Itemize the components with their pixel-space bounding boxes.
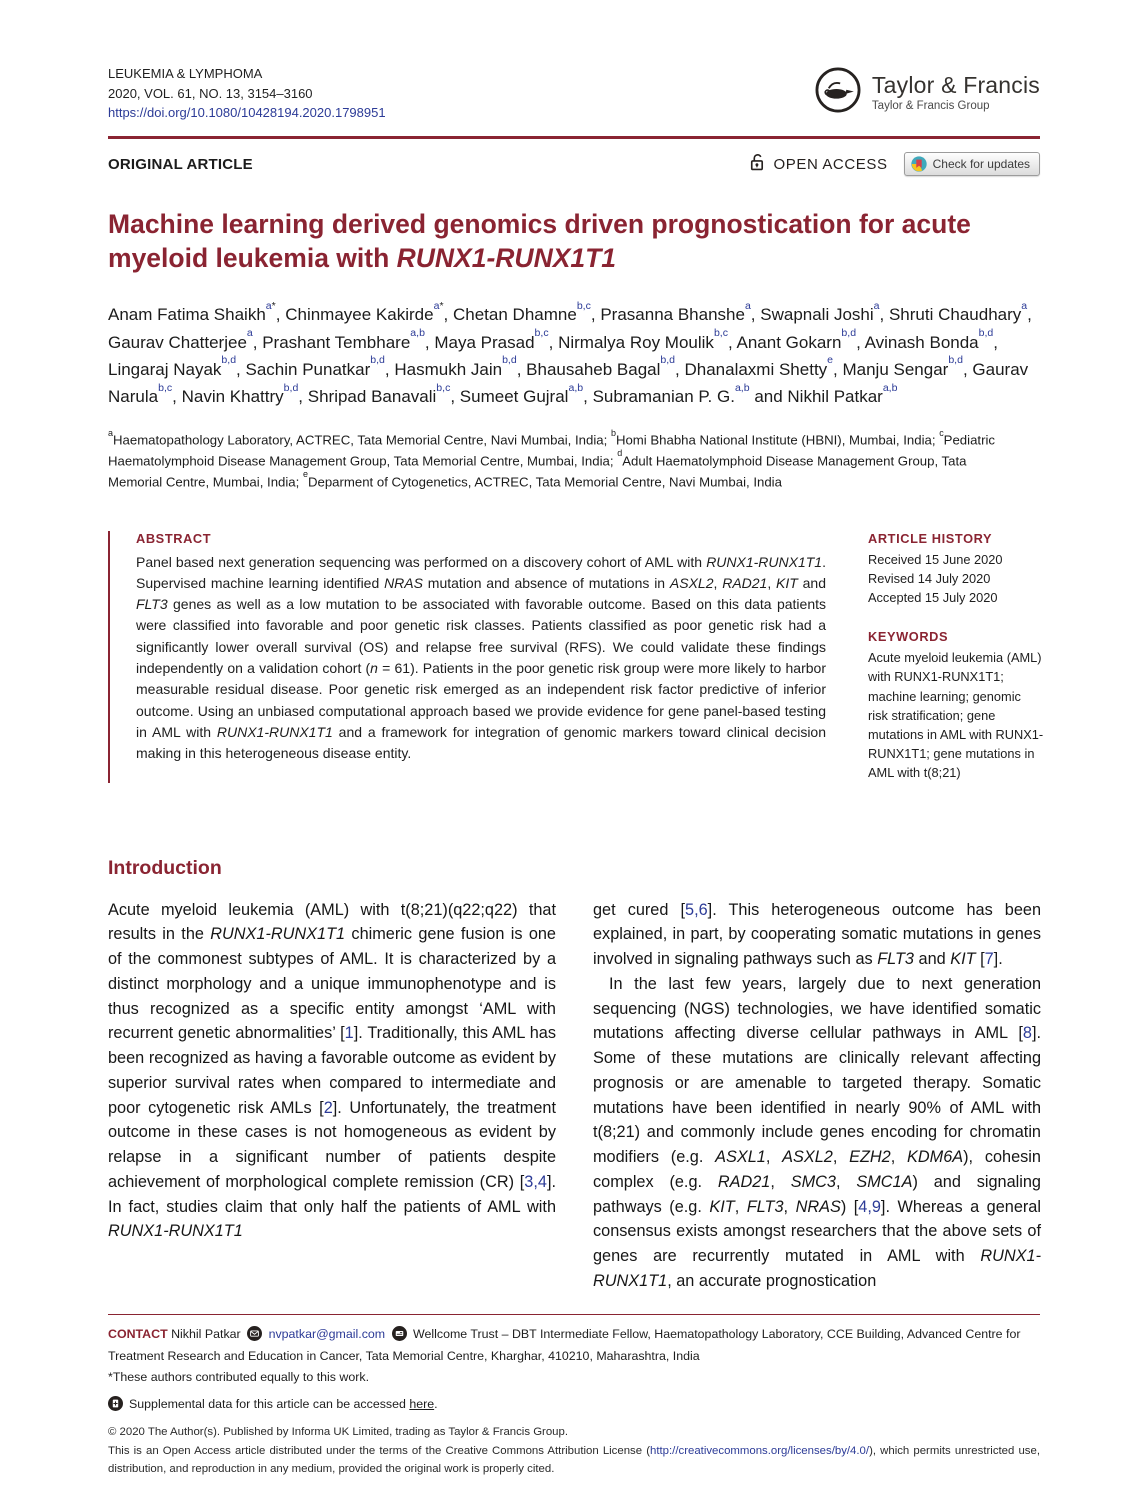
supplemental-line: Supplemental data for this article can be accessed here.: [108, 1396, 1040, 1411]
volume-issue-pages: 2020, VOL. 61, NO. 13, 3154–3160: [108, 85, 313, 101]
abstract-text: Panel based next generation sequencing was performed on a discovery cohort of AML with RUNX1-RUNX1T1. Supervised machine learning identified NRAS mutation and absence of mutations in ASXL2, RAD21, KIT and FLT3 genes as well as a low mutation to be associated with favorable outcome. Based on this data patients were classified into favorable and poor genetic risk classes. Patients classified as poor genetic risk had a significantly lower overall survival (OS) and relapse free survival (RFS). We could validate these findings independently on a validation cohort (n = 61). Patients in the poor genetic risk group were more likely to harbor measurable residual disease. Poor genetic risk emerged as an independent risk factor predictive of inferior outcome. Using an unbiased computational approach based we provide evidence for gene panel-based testing in AML with RUNX1-RUNX1T1 and a framework for integration of genomic markers toward clinical decision making in this heterogeneous disease entity.: [136, 553, 826, 762]
journal-name: LEUKEMIA & LYMPHOMA: [108, 66, 263, 81]
article-body: [108, 857, 1040, 1294]
article-type-label: ORIGINAL ARTICLE: [108, 155, 253, 173]
contact-address: Wellcome Trust – DBT Intermediate Fellow, Haematopathology Laboratory, CCE Building, Advanced Centre for Treatment Research and Education in Cancer, Tata Memorial Centre, Kharghar, 410210, Maharashtra, India: [108, 1326, 1021, 1363]
body-paragraph: Acute myeloid leukemia (AML) with t(8;21)(q22;q22) that results in the RUNX1-RUNX1T1 chimeric gene fusion is one of the commonest subtypes of AML. It is characterized by a distinct morphology and a unique immunophenotype and is thus recognized as a specific entity amongst ‘AML with recurrent genetic abnormalities’ [1]. Traditionally, this AML has been recognized as having a favorable outcome as evident by superior survival rates when compared to intermediate and poor cytogenetic risk AMLs [2]. Unfortunately, the treatment outcome in these cases is not homogeneous as evident by relapse in a significant number of patients despite achievement of morphological complete remission (CR) [3,4]. In fact, studies claim that only half the patients of AML with RUNX1-RUNX1T1: [108, 900, 556, 1241]
open-access-label: OPEN ACCESS: [773, 155, 888, 173]
abstract-heading: ABSTRACT: [136, 530, 212, 546]
license-url-link[interactable]: http://creativecommons.org/licenses/by/4.0/: [650, 1444, 870, 1457]
check-for-updates-label: Check for updates: [932, 157, 1030, 171]
article-history-heading: ARTICLE HISTORY: [868, 530, 993, 546]
history-received: Received 15 June 2020: [868, 551, 1003, 567]
contact-name: Nikhil Patkar: [171, 1326, 241, 1341]
keywords-heading: KEYWORDS: [868, 629, 949, 645]
article-title: Machine learning derived genomics driven prognostication for acute myeloid leukemia with RUNX1-RUNX1T1: [108, 208, 971, 273]
author-list: Anam Fatima Shaikh$^{a*}$, Chinmayee Kakirde$^{a*}$, Chetan Dhamne$^{b,c}$, Prasanna Bhanshe$^a$, Swapnali Joshi$^a$, Shruti Chaudhary$^a$, Gaurav Chatterjee$^a$, Prashant Tembhare$^{a,b}$, Maya Prasad$^{b,c}$, Nirmalya Roy Moulik$^{b,c}$, Anant Gokarn$^{b,d}$, Avinash Bonda$^{b,d}$, Lingaraj Nayak$^{b,d}$, Sachin Punatkar$^{b,d}$, Hasmukh Jain$^{b,d}$, Bhausaheb Bagal$^{b,d}$, Dhanalaxmi Shetty$^e$, Manju Sengar$^{b,d}$, Gaurav Narula$^{b,c}$, Navin Khattry$^{b,d}$, Shripad Banavali$^{b,c}$, Sumeet Gujral$^{a,b}$, Subramanian P. G.$^{a,b}$ and Nikhil Patkar$^{a,b}$: [108, 299, 1032, 406]
doi-link[interactable]: https://doi.org/10.1080/10428194.2020.1798951: [108, 105, 386, 120]
publisher-logo: [814, 66, 1040, 119]
first-page-footer: [108, 1314, 1040, 1478]
footer-rule: [108, 1314, 1040, 1315]
publisher-name: Taylor & Francis: [871, 71, 1040, 98]
body-paragraph: get cured [5,6]. This heterogeneous outcome has been explained, in part, by cooperating somatic mutations in genes involved in signaling pathways such as FLT3 and KIT [7].: [593, 900, 1041, 969]
check-for-updates-button[interactable]: [904, 152, 1040, 176]
supplemental-here-link[interactable]: here: [409, 1396, 435, 1411]
journal-header: [108, 64, 1040, 123]
open-access-badge: [747, 152, 887, 177]
left-column: [108, 898, 556, 1294]
envelope-icon: [247, 1326, 262, 1347]
supplemental-text: Supplemental data for this article can be accessed: [129, 1396, 410, 1411]
history-revised: Revised 14 July 2020: [868, 570, 991, 586]
publisher-group: Taylor & Francis Group: [871, 99, 990, 112]
address-card-icon: [392, 1326, 407, 1347]
supplemental-data-icon: [108, 1396, 123, 1411]
affiliations: $^a$Haematopathology Laboratory, ACTREC, Tata Memorial Centre, Navi Mumbai, India; $^b$Homi Bhabha National Institute (HBNI), Mumbai, India; $^c$Pediatric Haematolymphoid Disease Management Group, Tata Memorial Centre, Mumbai, India; $^d$Adult Haematolymphoid Disease Management Group, Tata Memorial Centre, Mumbai, India; $^e$Deparment of Cytogenetics, ACTREC, Tata Memorial Centre, Navi Mumbai, India: [108, 427, 995, 490]
body-paragraph: In the last few years, largely due to next generation sequencing (NGS) technologies, we have identified somatic mutations affecting diverse cellular pathways in AML [8]. Some of these mutations are clinically relevant affecting prognosis or are amenable to targeted therapy. Somatic mutations have been identified in nearly 90% of AML with t(8;21) and commonly include genes encoding for chromatin modifiers (e.g. ASXL1, ASXL2, EZH2, KDM6A), cohesin complex (e.g. RAD21, SMC3, SMC1A) and signaling pathways (e.g. KIT, FLT3, NRAS) [4,9]. Whereas a general consensus exists amongst researchers that the above sets of genes are recurrently mutated in AML with RUNX1-RUNX1T1, an accurate prognostication: [593, 974, 1041, 1291]
taylor-francis-lamp-icon: [814, 66, 862, 119]
open-access-lock-icon: [747, 152, 766, 177]
crossmark-icon: [911, 156, 927, 172]
introduction-heading: Introduction: [108, 856, 222, 879]
copyright-line: © 2020 The Author(s). Published by Informa UK Limited, trading as Taylor & Francis Group.: [108, 1426, 569, 1439]
contact-label: CONTACT: [108, 1326, 168, 1341]
contact-email-link[interactable]: nvpatkar@gmail.com: [268, 1326, 386, 1341]
history-accepted: Accepted 15 July 2020: [868, 590, 998, 606]
equal-contribution-note: *These authors contributed equally to this work.: [108, 1370, 370, 1385]
header-rule: [108, 136, 1040, 139]
keywords-text: Acute myeloid leukemia (AML) with RUNX1-RUNX1T1; machine learning; genomic risk stratification; gene mutations in AML with RUNX1-RUNX1T1; gene mutations in AML with t(8;21): [868, 650, 1044, 781]
contact-line: [108, 1325, 1040, 1366]
abstract-section: [108, 530, 1044, 783]
right-column: [593, 898, 1041, 1294]
license-line: This is an Open Access article distributed under the terms of the Creative Commons Attribution License (http://creativecommons.org/licenses/by/4.0/), which permits unrestricted use, distribution, and reproduction in any medium, provided the original work is properly cited.: [108, 1444, 1040, 1475]
